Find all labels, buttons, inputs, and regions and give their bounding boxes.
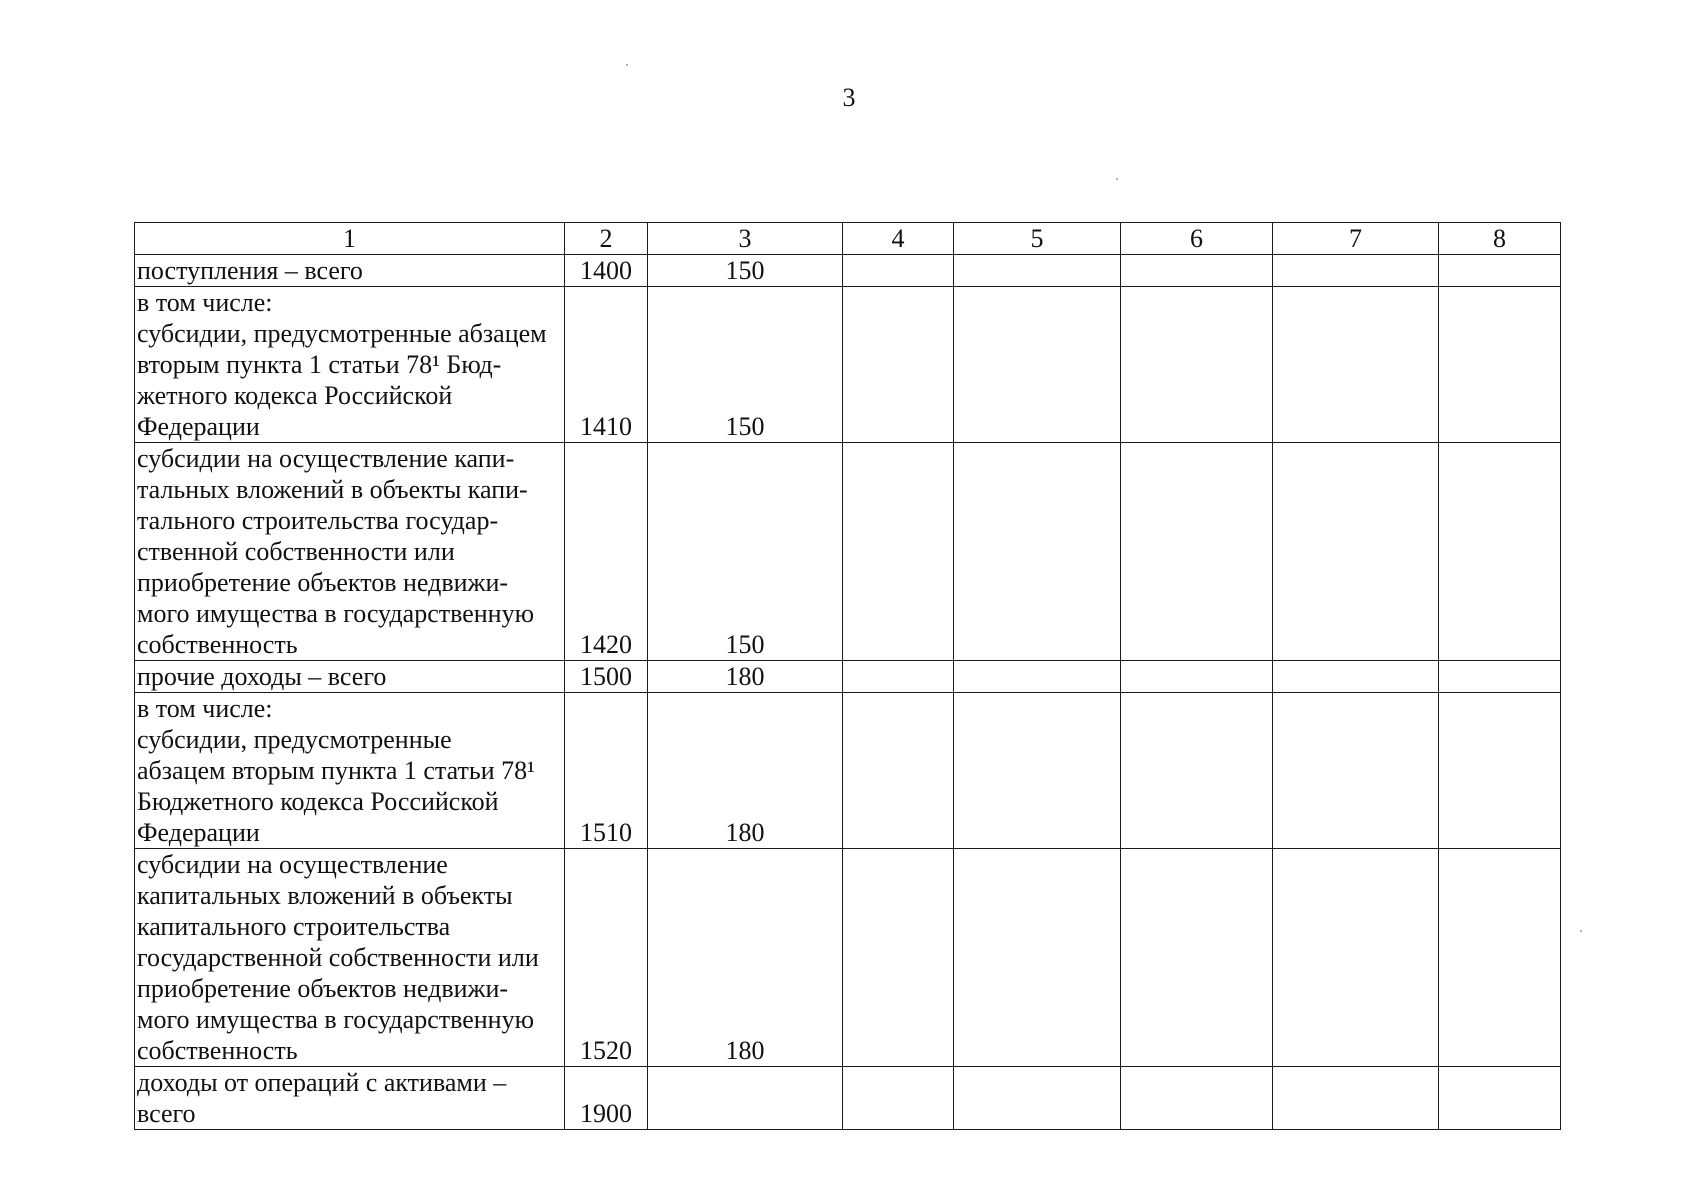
row-value-col3: 150 — [648, 287, 843, 443]
empty-cell — [1121, 693, 1273, 849]
empty-cell — [1121, 849, 1273, 1067]
row-code: 1520 — [565, 849, 648, 1067]
empty-cell — [1273, 443, 1439, 661]
table-row — [135, 1067, 1561, 1130]
row-code: 1410 — [565, 287, 648, 443]
scan-speck — [1116, 178, 1118, 180]
row-code: 1500 — [565, 661, 648, 693]
table-row — [135, 849, 1561, 1067]
empty-cell — [843, 661, 954, 693]
empty-cell — [954, 255, 1121, 287]
row-code: 1900 — [565, 1067, 648, 1130]
empty-cell — [1121, 1067, 1273, 1130]
row-value-col3 — [648, 1067, 843, 1130]
empty-cell — [1439, 1067, 1561, 1130]
empty-cell — [843, 287, 954, 443]
row-name: субсидии на осуществление капитальных вложений в объекты капитального строительства государственной собственности или приобретение объектов недвижи- мого имущества в государственную собственность — [135, 849, 565, 1067]
empty-cell — [954, 287, 1121, 443]
row-code: 1400 — [565, 255, 648, 287]
table-row — [135, 661, 1561, 693]
column-number: 4 — [843, 223, 954, 255]
table-row — [135, 443, 1561, 661]
empty-cell — [1439, 849, 1561, 1067]
column-number: 2 — [565, 223, 648, 255]
row-value-col3: 180 — [648, 661, 843, 693]
empty-cell — [1273, 287, 1439, 443]
empty-cell — [843, 849, 954, 1067]
empty-cell — [954, 693, 1121, 849]
table-row — [135, 693, 1561, 849]
scan-speck — [626, 64, 628, 66]
table-header-row — [135, 223, 1561, 255]
column-number: 8 — [1439, 223, 1561, 255]
empty-cell — [954, 1067, 1121, 1130]
row-code: 1510 — [565, 693, 648, 849]
empty-cell — [843, 693, 954, 849]
empty-cell — [954, 443, 1121, 661]
empty-cell — [1273, 255, 1439, 287]
empty-cell — [1273, 849, 1439, 1067]
row-name: в том числе: субсидии, предусмотренные абзацем вторым пункта 1 статьи 78¹ Бюджетного кодекса Российской Федерации — [135, 693, 565, 849]
empty-cell — [954, 661, 1121, 693]
column-number: 5 — [954, 223, 1121, 255]
empty-cell — [1121, 287, 1273, 443]
row-name: субсидии на осуществление капи- тальных вложений в объекты капи- тального строительства государ- ственной собственности или приобретение объектов недвижи- мого имущества в государственную собственность — [135, 443, 565, 661]
empty-cell — [1439, 693, 1561, 849]
row-name: поступления – всего — [135, 255, 565, 287]
empty-cell — [1439, 661, 1561, 693]
column-number: 3 — [648, 223, 843, 255]
row-name: доходы от операций с активами – всего — [135, 1067, 565, 1130]
table-row — [135, 255, 1561, 287]
page-number: 3 — [842, 83, 856, 112]
column-number: 7 — [1273, 223, 1439, 255]
empty-cell — [843, 255, 954, 287]
scan-speck — [1580, 930, 1582, 932]
empty-cell — [1439, 443, 1561, 661]
empty-cell — [954, 849, 1121, 1067]
row-name: в том числе: субсидии, предусмотренные абзацем вторым пункта 1 статьи 78¹ Бюд- жетного кодекса Российской Федерации — [135, 287, 565, 443]
empty-cell — [1439, 255, 1561, 287]
empty-cell — [1439, 287, 1561, 443]
row-value-col3: 150 — [648, 443, 843, 661]
empty-cell — [1273, 1067, 1439, 1130]
table-row — [135, 287, 1561, 443]
empty-cell — [1121, 255, 1273, 287]
empty-cell — [843, 443, 954, 661]
row-value-col3: 180 — [648, 693, 843, 849]
row-name: прочие доходы – всего — [135, 661, 565, 693]
row-code: 1420 — [565, 443, 648, 661]
row-value-col3: 180 — [648, 849, 843, 1067]
financial-table — [134, 222, 1561, 1130]
column-number: 1 — [135, 223, 565, 255]
empty-cell — [1273, 693, 1439, 849]
column-number: 6 — [1121, 223, 1273, 255]
row-value-col3: 150 — [648, 255, 843, 287]
empty-cell — [843, 1067, 954, 1130]
empty-cell — [1121, 661, 1273, 693]
empty-cell — [1273, 661, 1439, 693]
empty-cell — [1121, 443, 1273, 661]
